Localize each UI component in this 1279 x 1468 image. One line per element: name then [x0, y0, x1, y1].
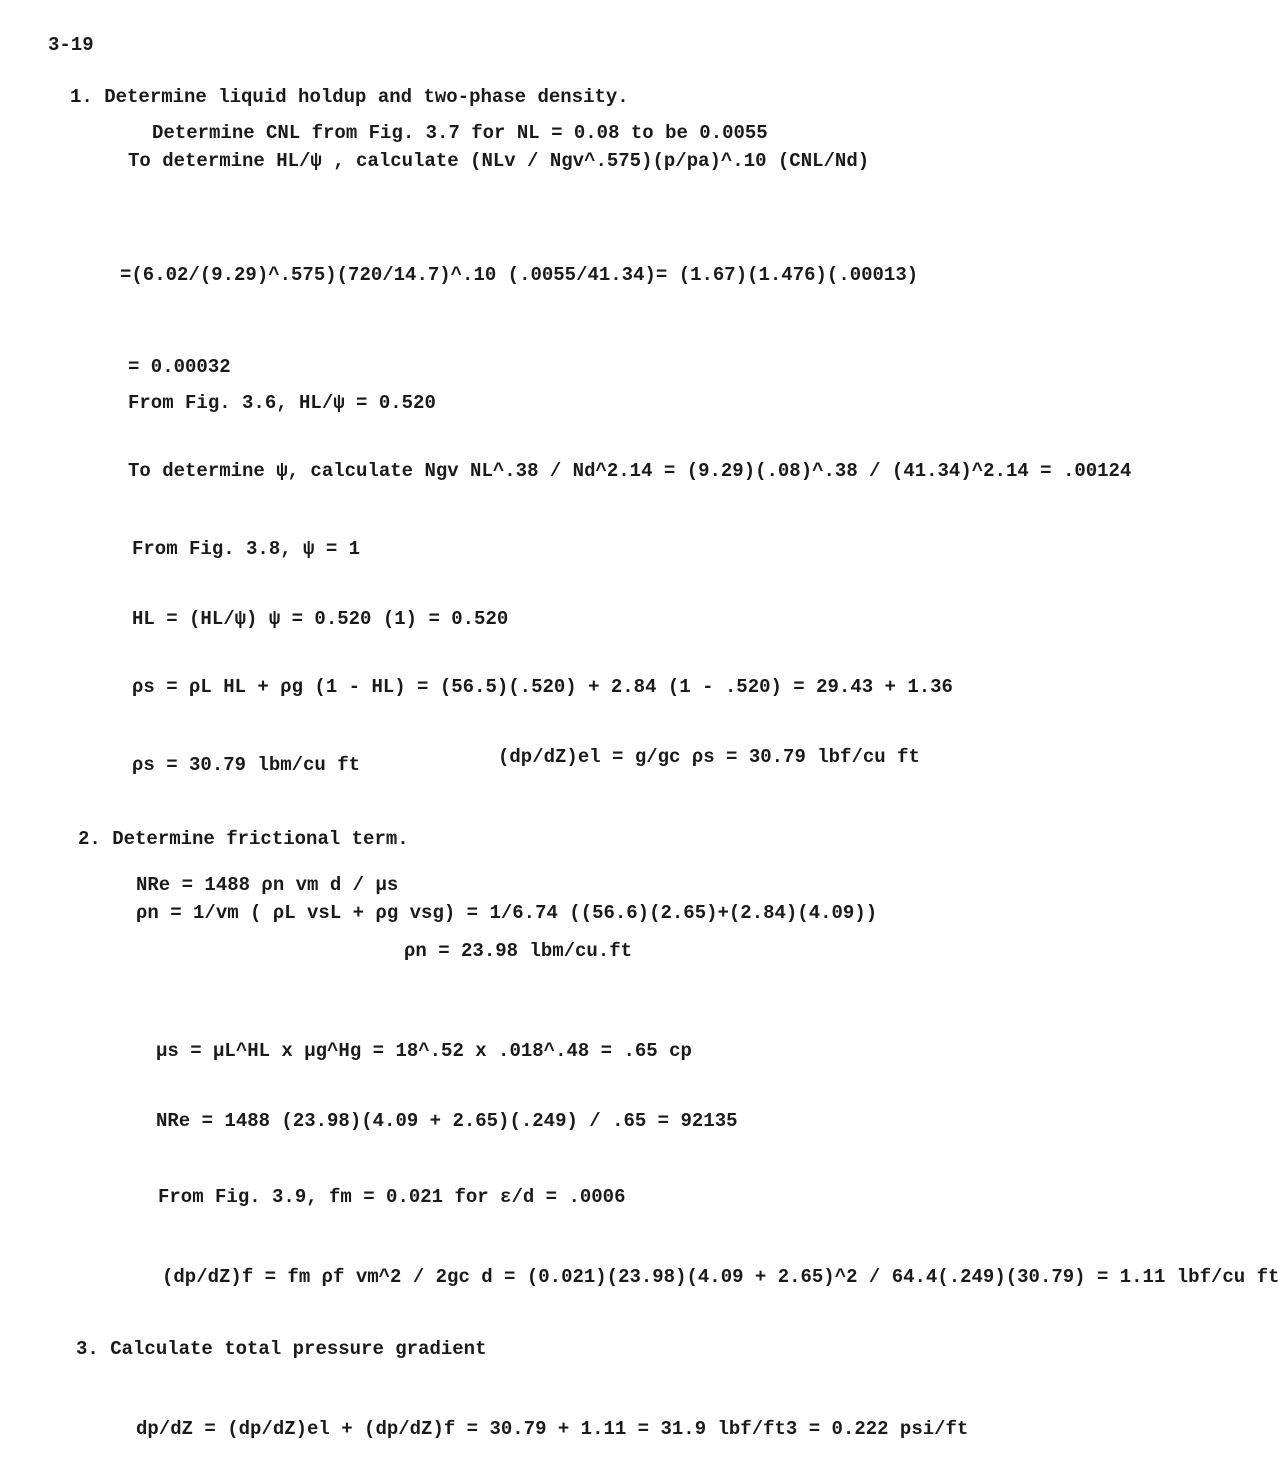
- page-number: 3-19: [48, 34, 94, 56]
- step1-psi-calc: To determine ψ, calculate Ngv NL^.38 / Nd^2.14 = (9.29)(.08)^.38 / (41.34)^2.14 = .00124: [128, 460, 1132, 482]
- step1-rho-eq: ρs = ρL HL + ρg (1 - HL) = (56.5)(.520) + 2.84 (1 - .520) = 29.43 + 1.36: [132, 676, 953, 698]
- step2-mu-equation: μs = μL^HL x μg^Hg = 18^.52 x .018^.48 = .65 cp: [156, 1040, 692, 1062]
- step1-heading: 1. Determine liquid holdup and two-phase density.: [70, 86, 629, 108]
- step3-total-gradient: dp/dZ = (dp/dZ)el + (dp/dZ)f = 30.79 + 1.11 = 31.9 lbf/ft3 = 0.222 psi/ft: [136, 1418, 969, 1440]
- step2-rho-n-result: ρn = 23.98 lbm/cu.ft: [404, 940, 633, 962]
- step2-heading: 2. Determine frictional term.: [78, 828, 409, 850]
- step1-el-gradient: (dp/dZ)el = g/gc ρs = 30.79 lbf/cu ft: [498, 746, 920, 768]
- step1-calc-intro: To determine HL/ψ , calculate (NLv / Ngv^.575)(p/pa)^.10 (CNL/Nd): [128, 150, 870, 172]
- step1-hl-eq: HL = (HL/ψ) ψ = 0.520 (1) = 0.520: [132, 608, 509, 630]
- step2-nre-definition: NRe = 1488 ρn vm d / μs: [136, 874, 399, 896]
- step2-fig39: From Fig. 3.9, fm = 0.021 for ε/d = .0006: [158, 1186, 626, 1208]
- step2-rho-n-definition: ρn = 1/vm ( ρL vsL + ρg vsg) = 1/6.74 ((56.6)(2.65)+(2.84)(4.09)): [136, 902, 878, 924]
- step1-cnl-line: Determine CNL from Fig. 3.7 for NL = 0.08 to be 0.0055: [152, 122, 768, 144]
- step1-calc-result: = 0.00032: [128, 356, 231, 378]
- step2-friction-gradient: (dp/dZ)f = fm ρf vm^2 / 2gc d = (0.021)(23.98)(4.09 + 2.65)^2 / 64.4(.249)(30.79) = 1.11 lbf/cu ft: [162, 1266, 1279, 1288]
- step1-fig36: From Fig. 3.6, HL/ψ = 0.520: [128, 392, 436, 414]
- step1-rho-result: ρs = 30.79 lbm/cu ft: [132, 754, 361, 776]
- step1-fig38: From Fig. 3.8, ψ = 1: [132, 538, 361, 560]
- step3-heading: 3. Calculate total pressure gradient: [76, 1338, 487, 1360]
- step1-calc-values: =(6.02/(9.29)^.575)(720/14.7)^.10 (.0055/41.34)= (1.67)(1.476)(.00013): [120, 264, 919, 286]
- step2-nre-calculation: NRe = 1488 (23.98)(4.09 + 2.65)(.249) / .65 = 92135: [156, 1110, 738, 1132]
